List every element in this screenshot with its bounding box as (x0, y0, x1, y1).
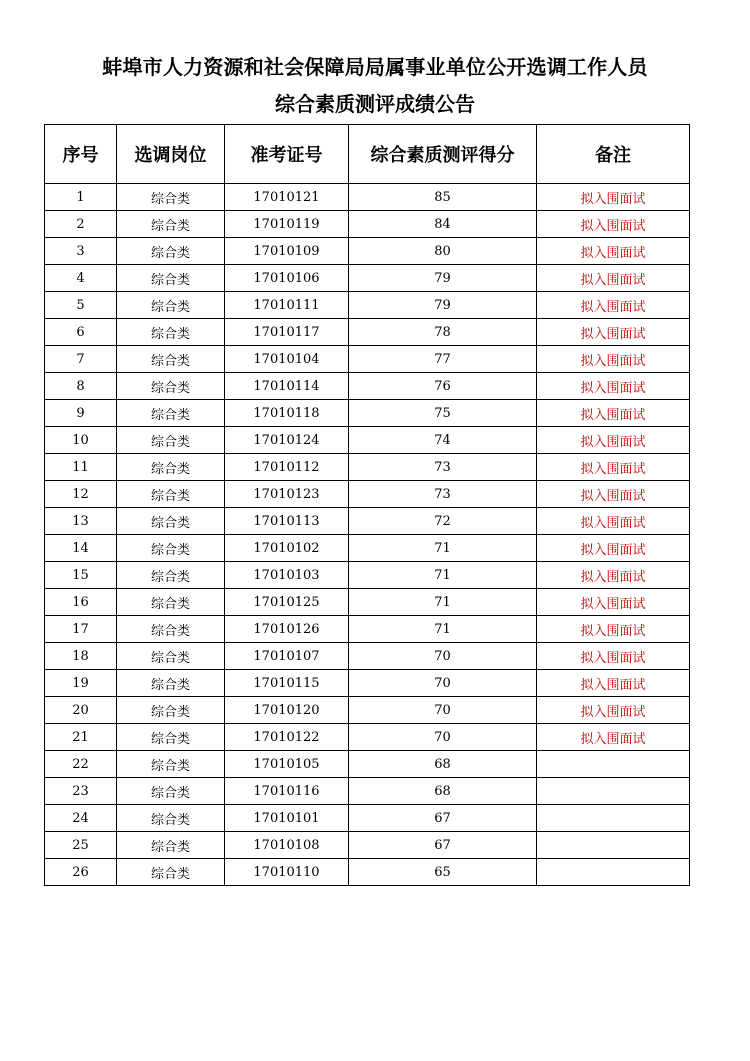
cell-score: 73 (349, 481, 537, 508)
cell-ticket-no: 17010121 (225, 184, 349, 211)
header-post: 选调岗位 (117, 125, 225, 184)
table-row (45, 400, 690, 427)
cell-score: 80 (349, 238, 537, 265)
cell-serial-no: 7 (45, 346, 117, 373)
cell-serial-no: 25 (45, 832, 117, 859)
cell-remark (537, 832, 690, 859)
cell-serial-no: 18 (45, 643, 117, 670)
cell-post: 综合类 (117, 832, 225, 859)
header-remark: 备注 (537, 125, 690, 184)
cell-remark: 拟入围面试 (537, 643, 690, 670)
cell-remark (537, 805, 690, 832)
table-row (45, 778, 690, 805)
cell-score: 85 (349, 184, 537, 211)
cell-serial-no: 13 (45, 508, 117, 535)
table-row (45, 292, 690, 319)
cell-score: 70 (349, 670, 537, 697)
cell-ticket-no: 17010126 (225, 616, 349, 643)
table-row (45, 346, 690, 373)
cell-score: 79 (349, 292, 537, 319)
cell-remark: 拟入围面试 (537, 589, 690, 616)
cell-score: 71 (349, 589, 537, 616)
cell-serial-no: 10 (45, 427, 117, 454)
cell-serial-no: 23 (45, 778, 117, 805)
cell-post: 综合类 (117, 454, 225, 481)
cell-score: 74 (349, 427, 537, 454)
cell-post: 综合类 (117, 211, 225, 238)
cell-ticket-no: 17010109 (225, 238, 349, 265)
cell-remark: 拟入围面试 (537, 265, 690, 292)
cell-score: 77 (349, 346, 537, 373)
cell-remark: 拟入围面试 (537, 670, 690, 697)
cell-score: 70 (349, 724, 537, 751)
cell-ticket-no: 17010107 (225, 643, 349, 670)
table-row (45, 562, 690, 589)
table-row (45, 805, 690, 832)
cell-post: 综合类 (117, 670, 225, 697)
table-row (45, 643, 690, 670)
cell-score: 76 (349, 373, 537, 400)
cell-ticket-no: 17010103 (225, 562, 349, 589)
table-row (45, 697, 690, 724)
cell-remark: 拟入围面试 (537, 184, 690, 211)
score-table-body (45, 184, 690, 886)
table-row (45, 508, 690, 535)
cell-ticket-no: 17010105 (225, 751, 349, 778)
cell-post: 综合类 (117, 427, 225, 454)
cell-score: 71 (349, 535, 537, 562)
cell-remark: 拟入围面试 (537, 454, 690, 481)
cell-ticket-no: 17010115 (225, 670, 349, 697)
document-title-line1: 蚌埠市人力资源和社会保障局局属事业单位公开选调工作人员 (102, 55, 648, 79)
table-row (45, 751, 690, 778)
cell-ticket-no: 17010122 (225, 724, 349, 751)
cell-serial-no: 4 (45, 265, 117, 292)
cell-remark: 拟入围面试 (537, 535, 690, 562)
cell-ticket-no: 17010101 (225, 805, 349, 832)
cell-remark: 拟入围面试 (537, 373, 690, 400)
cell-serial-no: 6 (45, 319, 117, 346)
cell-score: 68 (349, 778, 537, 805)
cell-ticket-no: 17010110 (225, 859, 349, 886)
cell-remark: 拟入围面试 (537, 319, 690, 346)
cell-post: 综合类 (117, 373, 225, 400)
cell-post: 综合类 (117, 859, 225, 886)
cell-post: 综合类 (117, 292, 225, 319)
cell-score: 67 (349, 805, 537, 832)
table-row (45, 184, 690, 211)
cell-serial-no: 20 (45, 697, 117, 724)
table-row (45, 616, 690, 643)
cell-serial-no: 5 (45, 292, 117, 319)
cell-serial-no: 8 (45, 373, 117, 400)
cell-remark (537, 751, 690, 778)
cell-serial-no: 15 (45, 562, 117, 589)
cell-ticket-no: 17010118 (225, 400, 349, 427)
cell-serial-no: 22 (45, 751, 117, 778)
cell-ticket-no: 17010117 (225, 319, 349, 346)
cell-ticket-no: 17010106 (225, 265, 349, 292)
table-row (45, 319, 690, 346)
cell-ticket-no: 17010108 (225, 832, 349, 859)
cell-remark: 拟入围面试 (537, 346, 690, 373)
cell-post: 综合类 (117, 697, 225, 724)
cell-ticket-no: 17010125 (225, 589, 349, 616)
cell-ticket-no: 17010102 (225, 535, 349, 562)
cell-ticket-no: 17010113 (225, 508, 349, 535)
cell-ticket-no: 17010123 (225, 481, 349, 508)
table-row (45, 238, 690, 265)
cell-ticket-no: 17010119 (225, 211, 349, 238)
cell-post: 综合类 (117, 319, 225, 346)
cell-post: 综合类 (117, 643, 225, 670)
table-row (45, 670, 690, 697)
cell-serial-no: 14 (45, 535, 117, 562)
cell-score: 78 (349, 319, 537, 346)
table-row (45, 832, 690, 859)
cell-ticket-no: 17010116 (225, 778, 349, 805)
cell-post: 综合类 (117, 616, 225, 643)
table-row (45, 724, 690, 751)
cell-post: 综合类 (117, 589, 225, 616)
cell-score: 84 (349, 211, 537, 238)
cell-score: 73 (349, 454, 537, 481)
table-row (45, 589, 690, 616)
cell-score: 71 (349, 616, 537, 643)
cell-remark: 拟入围面试 (537, 724, 690, 751)
cell-remark: 拟入围面试 (537, 616, 690, 643)
cell-remark: 拟入围面试 (537, 481, 690, 508)
cell-serial-no: 16 (45, 589, 117, 616)
score-table-header (45, 125, 690, 184)
cell-serial-no: 2 (45, 211, 117, 238)
table-row (45, 427, 690, 454)
cell-remark: 拟入围面试 (537, 508, 690, 535)
cell-post: 综合类 (117, 562, 225, 589)
cell-serial-no: 12 (45, 481, 117, 508)
cell-score: 79 (349, 265, 537, 292)
cell-post: 综合类 (117, 346, 225, 373)
cell-remark: 拟入围面试 (537, 292, 690, 319)
cell-serial-no: 11 (45, 454, 117, 481)
cell-post: 综合类 (117, 724, 225, 751)
document-title-line2: 综合素质测评成绩公告 (275, 92, 475, 116)
cell-remark: 拟入围面试 (537, 562, 690, 589)
table-row (45, 454, 690, 481)
cell-remark: 拟入围面试 (537, 238, 690, 265)
header-ticket-no: 准考证号 (225, 125, 349, 184)
cell-ticket-no: 17010120 (225, 697, 349, 724)
cell-post: 综合类 (117, 535, 225, 562)
cell-score: 70 (349, 697, 537, 724)
table-row (45, 373, 690, 400)
cell-post: 综合类 (117, 481, 225, 508)
cell-ticket-no: 17010111 (225, 292, 349, 319)
cell-post: 综合类 (117, 751, 225, 778)
cell-ticket-no: 17010104 (225, 346, 349, 373)
cell-post: 综合类 (117, 265, 225, 292)
header-serial-no: 序号 (45, 125, 117, 184)
cell-serial-no: 3 (45, 238, 117, 265)
cell-score: 70 (349, 643, 537, 670)
cell-post: 综合类 (117, 508, 225, 535)
cell-serial-no: 24 (45, 805, 117, 832)
table-row (45, 859, 690, 886)
cell-post: 综合类 (117, 805, 225, 832)
cell-score: 75 (349, 400, 537, 427)
cell-post: 综合类 (117, 184, 225, 211)
cell-ticket-no: 17010114 (225, 373, 349, 400)
cell-serial-no: 1 (45, 184, 117, 211)
cell-ticket-no: 17010124 (225, 427, 349, 454)
table-row (45, 265, 690, 292)
cell-serial-no: 17 (45, 616, 117, 643)
cell-serial-no: 19 (45, 670, 117, 697)
cell-remark (537, 778, 690, 805)
cell-serial-no: 9 (45, 400, 117, 427)
table-row (45, 211, 690, 238)
cell-remark: 拟入围面试 (537, 400, 690, 427)
header-score: 综合素质测评得分 (349, 125, 537, 184)
cell-post: 综合类 (117, 238, 225, 265)
cell-post: 综合类 (117, 778, 225, 805)
cell-remark: 拟入围面试 (537, 697, 690, 724)
cell-score: 71 (349, 562, 537, 589)
cell-ticket-no: 17010112 (225, 454, 349, 481)
cell-remark: 拟入围面试 (537, 427, 690, 454)
cell-remark: 拟入围面试 (537, 211, 690, 238)
table-row (45, 481, 690, 508)
cell-score: 67 (349, 832, 537, 859)
score-table (44, 124, 690, 886)
cell-post: 综合类 (117, 400, 225, 427)
cell-score: 68 (349, 751, 537, 778)
cell-score: 72 (349, 508, 537, 535)
cell-serial-no: 26 (45, 859, 117, 886)
cell-remark (537, 859, 690, 886)
header-row (45, 125, 690, 184)
cell-score: 65 (349, 859, 537, 886)
cell-serial-no: 21 (45, 724, 117, 751)
table-row (45, 535, 690, 562)
